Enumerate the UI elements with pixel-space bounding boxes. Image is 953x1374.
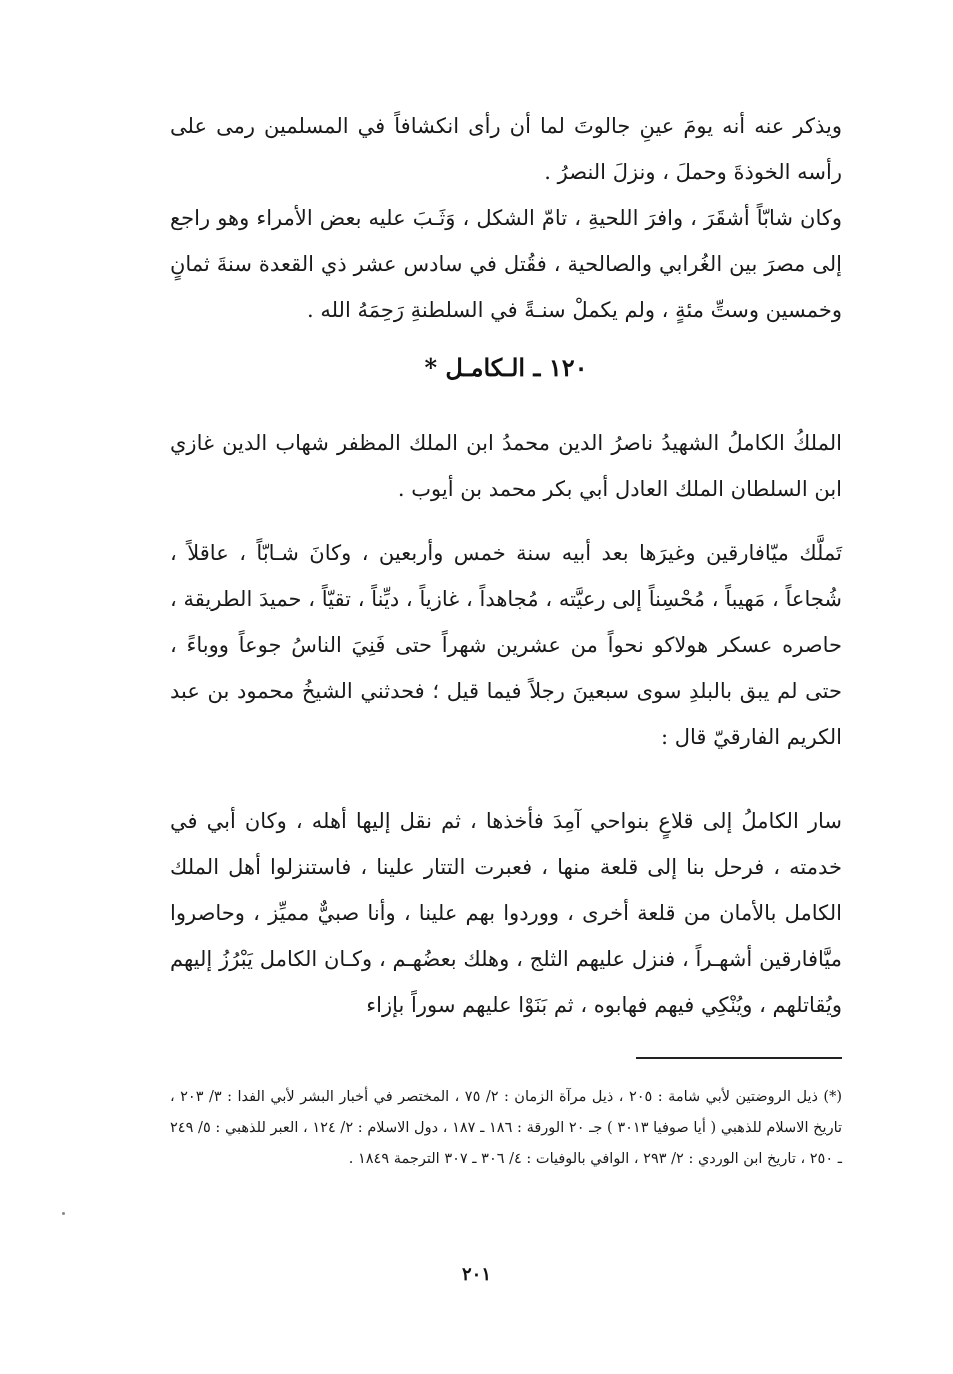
paragraph-text: ويذكر عنه أنه يومَ عينِ جالوتَ لما أن رأى انكشافاً في المسلمين رمى على رأسه الخوذةَ وحملَ ، ونزلَ النصرُ . (170, 114, 842, 184)
paragraph-text: الملكُ الكاملُ الشهيدُ ناصرُ الدين محمدُ ابن الملك المظفر شهاب الدين غازي ابن السلطان الملك العادل أبي بكر محمد بن أيوب . (170, 431, 842, 501)
paragraph-description (170, 195, 842, 333)
paragraph-narration (170, 798, 842, 1028)
margin-speck (62, 1212, 65, 1215)
page-number: ٢٠١ (461, 1264, 491, 1285)
paragraph-text: سار الكاملُ إلى قلاعٍ بنواحي آمِدَ فأخذها ، ثم نقل إليها أهله ، وكان أبي في خدمته ، فرحل بنا إلى قلعة منها ، فعبرت التتار علينا ، فاستنزلوا أهل الملك الكامل بالأمان من قلعة أخرى ، ووردوا بهم علينا ، وأنا صبيٌّ مميِّز ، وحاصروا ميَّافارقين أشهـراً ، فنزل عليهم الثلج ، وهلك بعضُهـم ، وكـان الكامل يَبْرُزُ إليهم ويُقاتلهم ، ويُنْكِي فيهم فهابوه ، ثم بَنَوْا عليهم سوراً بإزاء (170, 809, 842, 1017)
paragraph-text: تَملَّك ميّافارقين وغيرَها بعد أبيه سنة خمس وأربعين ، وكانَ شـابّاً ، عاقلاً ، شُجاعاً ، مَهيباً ، مُحْسِناً إلى رعيَّته ، مُجاهداً ، غازياً ، ديِّناً ، تقيّاً ، حميدَ الطريقة ، حاصره عسكر هولاكو نحواً من عشرين شهراً حتى فَنِيَ الناسُ جوعاً ووباءً ، حتى لم يبق بالبلدِ سوى سبعينَ رجلاً فيما قيل ؛ فحدثني الشيخُ محمود بن عبد الكريم الفارقيّ قال : (170, 541, 842, 749)
entry-heading: ١٢٠ ـ الـكامـل * (424, 353, 588, 382)
paragraph-lineage (170, 420, 842, 512)
footnote-divider (636, 1057, 842, 1059)
footnote: (*) ذيل الروضتين لأبي شامة : ٢٠٥ ، ذيل مرآة الزمان : ٢/ ٧٥ ، المختصر في أخبار البشر لأبي الفدا : ٣/ ٢٠٣ ، تاريخ الاسلام للذهبي ( أيا صوفيا ٣٠١٣ ) جـ ٢٠ الورقة : ١٨٦ ـ ١٨٧ ، دول الاسلام : ٢/ ١٢٤ ، العبر للذهبي : ٥/ ٢٤٩ ـ ٢٥٠ ، تاريخ ابن الوردي : ٢/ ٢٩٣ ، الوافي بالوفيات : ٤/ ٣٠٦ ـ ٣٠٧ الترجمة ١٨٤٩ . (170, 1089, 843, 1167)
paragraph-text: وكان شابّاً أشقَرَ ، وافرَ اللحيةِ ، تامّ الشكل ، وَثَـبَ عليه بعض الأمراء وهو راجع إلى مصرَ بين الغُرابي والصالحية ، فقُتل في سادس عشر ذي القعدة سنةَ ثمانٍ وخمسين وستِّ مئةٍ ، ولم يكملْ سنـةً في السلطنةِ رَحِمَهُ الله . (170, 206, 842, 322)
paragraph-reign (170, 530, 842, 760)
paragraph-ain-jalut (170, 103, 842, 195)
